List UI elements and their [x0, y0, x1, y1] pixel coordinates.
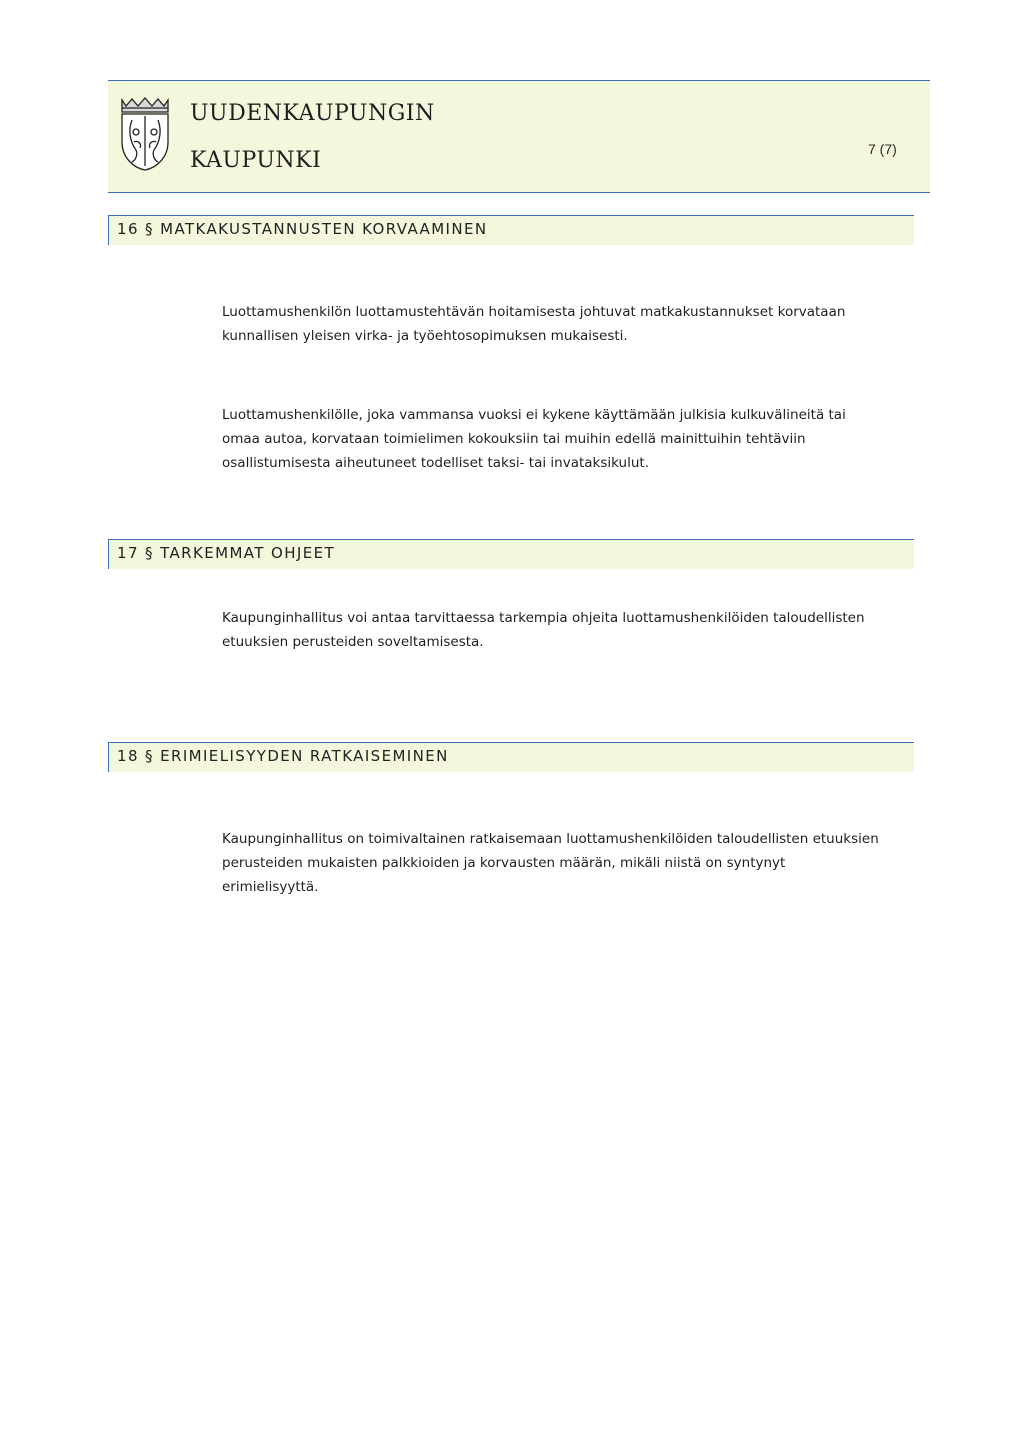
page-number: 7 (7): [868, 141, 897, 157]
section-heading-18: [108, 742, 914, 772]
section-18-paragraph-1: Kaupunginhallitus on toimivaltainen ratkaisemaan luottamushenkilöiden taloudellisten etuuksien perusteiden mukaisten palkkioiden ja korvausten määrän, mikäli niistä on syntynyt erimielisyyttä.: [222, 831, 879, 895]
document-header: [108, 80, 930, 193]
section-heading-16: [108, 215, 914, 245]
organization-name-line-1: UUDENKAUPUNGIN: [190, 101, 435, 126]
section-heading-text: 18 § ERIMIELISYYDEN RATKAISEMINEN: [117, 747, 449, 765]
organization-name-line-2: KAUPUNKI: [190, 148, 322, 173]
section-17-paragraph-1: Kaupunginhallitus voi antaa tarvittaessa tarkempia ohjeita luottamushenkilöiden taloudellisten etuuksien perusteiden soveltamisesta.: [222, 610, 865, 650]
section-heading-text: 16 § MATKAKUSTANNUSTEN KORVAAMINEN: [117, 220, 488, 238]
section-heading-text: 17 § TARKEMMAT OHJEET: [117, 544, 336, 562]
section-16-paragraph-2: Luottamushenkilölle, joka vammansa vuoksi ei kykene käyttämään julkisia kulkuvälineitä tai omaa autoa, korvataan toimielimen kokouksiin tai muihin edellä mainittuihin tehtäviin osallistumisesta aiheutuneet todelliset taksi- tai invataksikulut.: [222, 407, 846, 471]
section-16-paragraph-1: Luottamushenkilön luottamustehtävän hoitamisesta johtuvat matkakustannukset korvataan kunnallisen yleisen virka- ja työehtosopimuksen mukaisesti.: [222, 304, 846, 344]
section-heading-17: [108, 539, 914, 569]
coat-of-arms-icon: [114, 96, 176, 172]
